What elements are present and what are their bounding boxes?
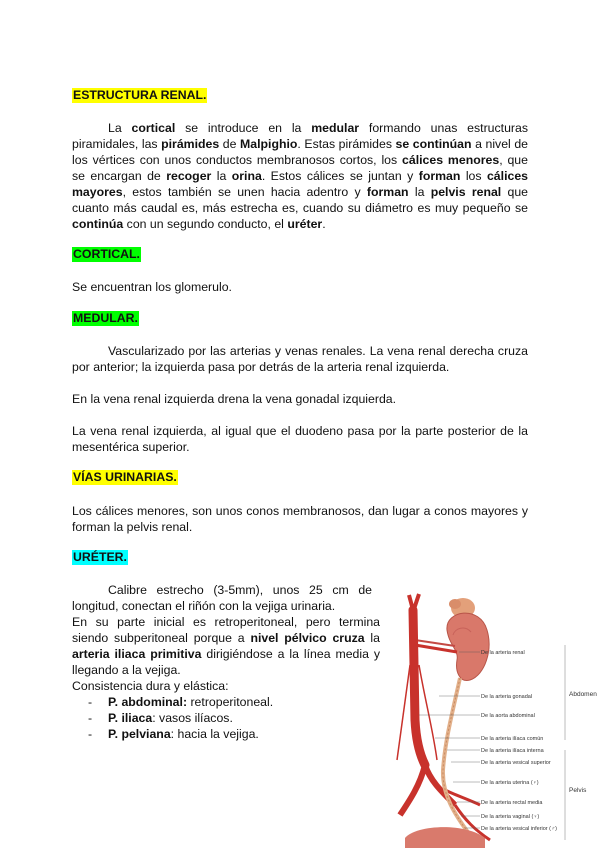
estructura-segment: cortical	[131, 121, 176, 135]
estructura-segment: a nivel de los vértices con unos conductos membranosos cortos, los	[72, 137, 528, 167]
label-iliaca-comun: De la arteria ilíaca común	[481, 736, 544, 742]
label-region-abdomen: Abdomen	[569, 691, 597, 698]
list-item	[72, 726, 372, 742]
ureter	[443, 678, 470, 835]
label-vaginal: De la arteria vaginal (♀)	[481, 814, 540, 820]
estructura-segment: cálices mayores	[72, 169, 528, 199]
list-dash: -	[88, 695, 93, 709]
estructura-segment: que cuanto más caudal es, más estrecha es, cuando su diámetro es muy pequeño se	[72, 185, 529, 215]
ureter-anatomy-illustration	[385, 590, 600, 848]
ureter-course-segment: dirigiéndose a la línea media y llegando a la vejiga.	[72, 647, 381, 677]
estructura-segment: forman	[418, 169, 461, 183]
list-item-label: P. abdominal:	[108, 695, 188, 709]
paragraph-cortical: Se encuentran los glomerulo.	[72, 280, 232, 294]
paragraph-ureter-course	[72, 614, 380, 678]
estructura-segment: La	[108, 121, 132, 135]
estructura-segment: .	[322, 217, 326, 231]
label-iliaca-interna: De la arteria ilíaca interna	[481, 748, 544, 754]
heading-estructura-renal: ESTRUCTURA RENAL.	[73, 88, 207, 102]
estructura-segment: pirámides	[161, 137, 220, 151]
list-item-label: P. pelviana	[108, 727, 171, 741]
ureter-course-segment: nivel pélvico cruza	[250, 631, 365, 645]
list-item-text: : hacia la vejiga.	[170, 727, 259, 741]
estructura-segment: . Estos cálices se juntan y	[261, 169, 419, 183]
estructura-segment: la	[211, 169, 232, 183]
label-arteria-renal: De la arteria renal	[481, 650, 525, 656]
paragraph-estructura-renal	[72, 120, 528, 232]
ureter-parts-list	[72, 694, 372, 742]
estructura-segment: pelvis renal	[430, 185, 502, 199]
heading-vias-urinarias: VÍAS URINARIAS.	[73, 470, 177, 484]
estructura-segment: medular	[311, 121, 360, 135]
estructura-segment: los	[460, 169, 487, 183]
list-item	[72, 694, 372, 710]
estructura-segment: Malpighio	[240, 137, 298, 151]
estructura-segment: forman	[366, 185, 409, 199]
estructura-segment: de	[219, 137, 241, 151]
estructura-segment: , estos también se unen hacia adentro y	[122, 185, 367, 199]
ureter-course-segment: En su parte inicial es retroperitoneal, pero termina siendo subperitoneal porque a	[72, 615, 380, 645]
label-region-pelvis: Pelvis	[569, 787, 587, 794]
kidney-shape	[447, 613, 489, 680]
paragraph-medular-1: Vascularizado por las arterias y venas renales. La vena renal derecha cruza por anterior; la izquierda pasa por detrás de la arteria renal izquierda.	[72, 344, 528, 374]
paragraph-ureter-intro: Calibre estrecho (3-5mm), unos 25 cm de longitud, conectan el riñón con la vejiga urinaria.	[72, 583, 372, 613]
label-arteria-gonadal: De la arteria gonadal	[481, 694, 533, 700]
estructura-segment: uréter	[287, 217, 323, 231]
estructura-segment: cálices menores	[402, 153, 500, 167]
ureter-anatomy-figure	[385, 590, 600, 848]
label-vesical-inferior: De la arteria vesical inferior (♂)	[481, 826, 557, 832]
list-item-label: P. iliaca	[108, 711, 153, 725]
bladder	[405, 827, 485, 848]
heading-cortical: CORTICAL.	[73, 247, 140, 261]
paragraph-ureter-consistency: Consistencia dura y elástica:	[72, 679, 229, 693]
estructura-segment: con un segundo conducto, el	[123, 217, 288, 231]
heading-ureter: URÉTER.	[73, 550, 127, 564]
label-rectal-media: De la arteria rectal media	[481, 800, 543, 806]
list-item-text: retroperitoneal.	[187, 695, 274, 709]
heading-medular: MEDULAR.	[73, 311, 138, 325]
estructura-segment: orina	[231, 169, 262, 183]
label-vesical-superior: De la arteria vesical superior	[481, 760, 551, 766]
estructura-segment: , que se encargan de	[72, 153, 528, 183]
list-dash: -	[88, 727, 93, 741]
estructura-segment: se continúan	[395, 137, 472, 151]
estructura-segment: la	[408, 185, 431, 199]
estructura-segment: continúa	[72, 217, 124, 231]
label-aorta-abdominal: De la aorta abdominal	[481, 713, 535, 719]
label-uterina: De la arteria uterina (♀)	[481, 780, 539, 786]
estructura-segment: . Estas pirámides	[297, 137, 396, 151]
list-item	[72, 710, 372, 726]
list-dash: -	[88, 711, 93, 725]
estructura-segment: recoger	[166, 169, 212, 183]
paragraph-medular-3: La vena renal izquierda, al igual que el duodeno pasa por la parte posterior de la mesentérica superior.	[72, 424, 528, 454]
ureter-course-segment: la	[364, 631, 380, 645]
iliac-artery	[425, 765, 455, 805]
list-item-text: : vasos ilíacos.	[152, 711, 233, 725]
estructura-segment: formando unas estructuras piramidales, las	[72, 121, 528, 151]
estructura-segment: se introduce en la	[175, 121, 312, 135]
ureter-course-segment: arteria iliaca primitiva	[72, 647, 202, 661]
paragraph-medular-2: En la vena renal izquierda drena la vena gonadal izquierda.	[72, 392, 397, 406]
paragraph-vias-urinarias: Los cálices menores, son unos conos membranosos, dan lugar a conos mayores y forman la pelvis renal.	[72, 504, 528, 534]
